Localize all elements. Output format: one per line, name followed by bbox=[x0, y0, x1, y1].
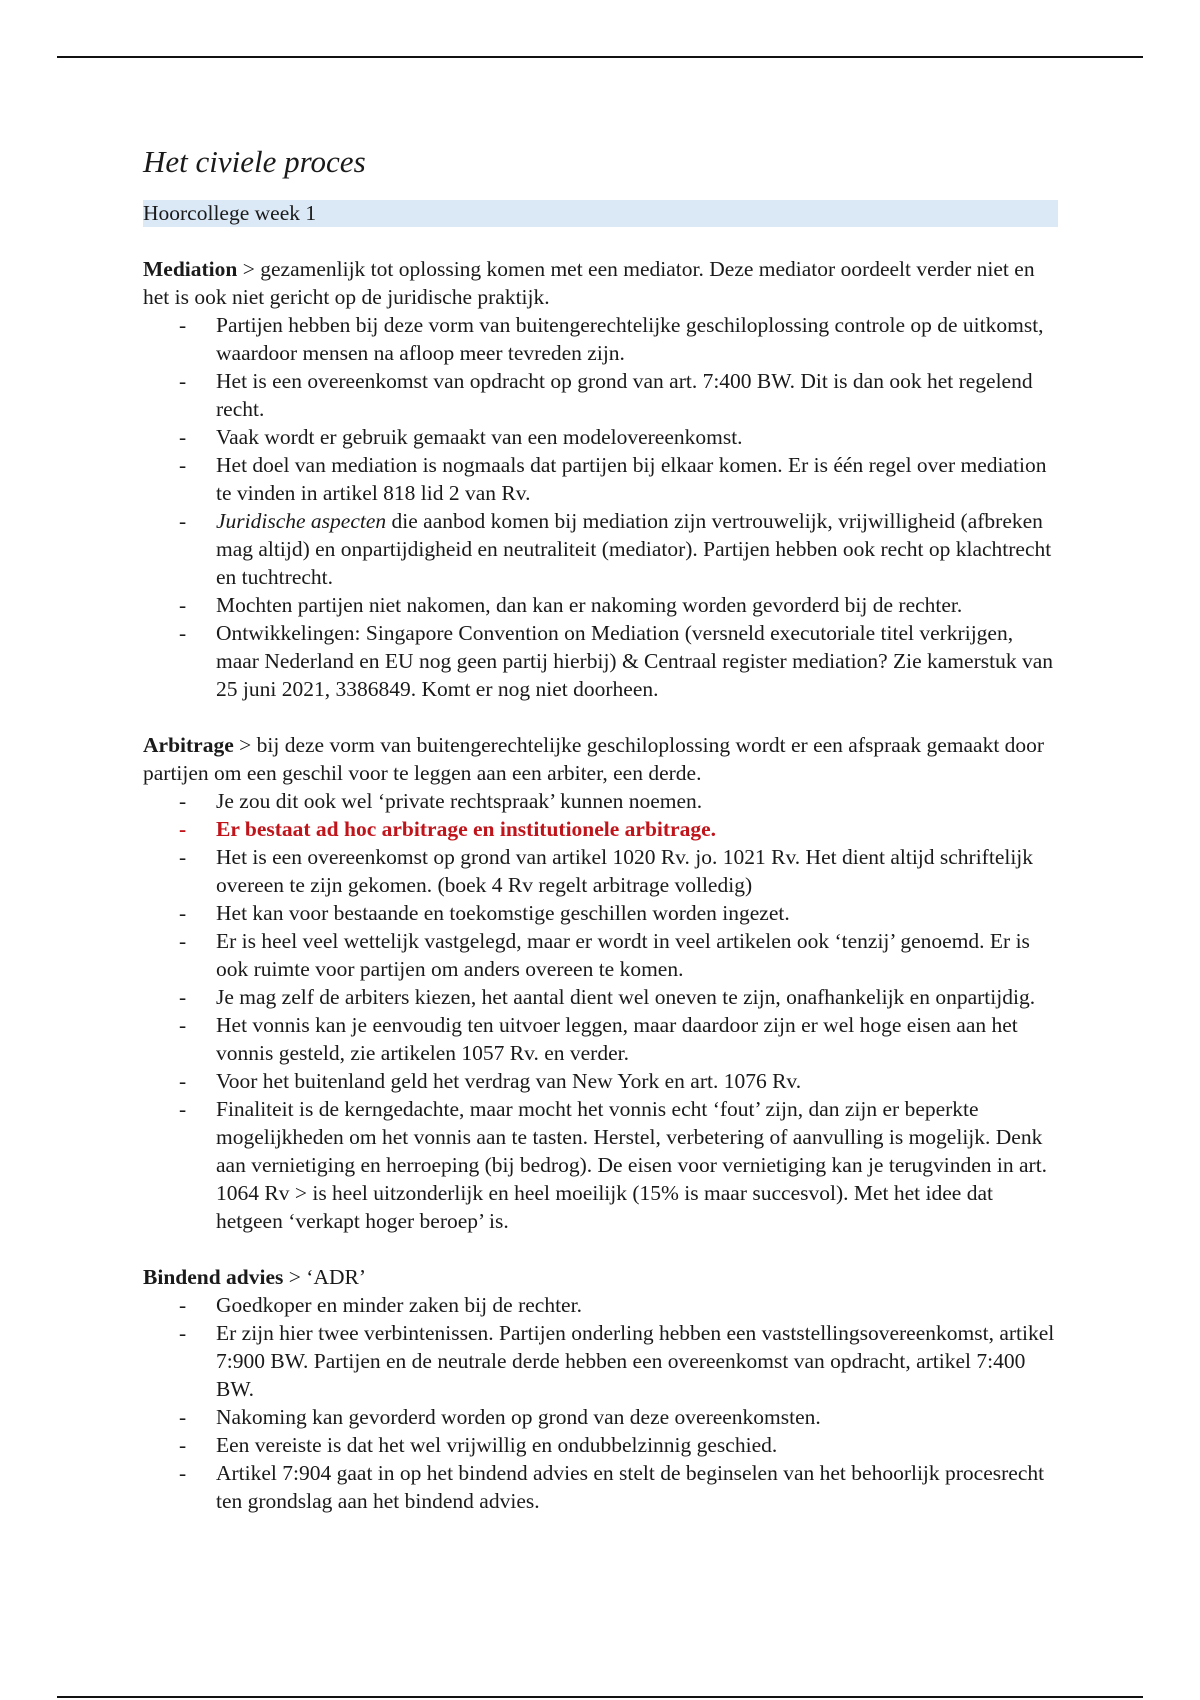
bullet-dash: - bbox=[179, 1069, 187, 1093]
bottom-rule bbox=[57, 1696, 1143, 1698]
list-item: - Goedkoper en minder zaken bij de rechter. bbox=[179, 1293, 582, 1317]
bullet-dash: - bbox=[179, 453, 187, 477]
mediation-list bbox=[143, 311, 1058, 703]
bullet-dash: - bbox=[179, 1321, 187, 1345]
list-item: - Een vereiste is dat het wel vrijwillig en ondubbelzinnig geschied. bbox=[179, 1433, 778, 1457]
list-item: - Mochten partijen niet nakomen, dan kan er nakoming worden gevorderd bij de rechter. bbox=[179, 593, 963, 617]
section-arbitrage bbox=[143, 731, 1058, 1235]
list-item: - Ontwikkelingen: Singapore Convention on Mediation (versneld executoriale titel verkrijgen, maar Nederland en EU nog geen partij hierbij) & Centraal register mediation? Zie kamerstuk van 25 juni 2021, 3386849. Komt er nog niet doorheen. bbox=[179, 621, 1053, 701]
mediation-intro-text: > gezamenlijk tot oplossing komen met een mediator. Deze mediator oordeelt verder niet en het is ook niet gericht op de juridische praktijk. bbox=[143, 257, 1035, 309]
bindend-advies-intro-text: > ‘ADR’ bbox=[283, 1265, 366, 1289]
bullet-dash: - bbox=[179, 1097, 187, 1121]
bindend-advies-intro bbox=[143, 1263, 1058, 1291]
list-item: - Er is heel veel wettelijk vastgelegd, maar er wordt in veel artikelen ook ‘tenzij’ genoemd. Er is ook ruimte voor partijen om anders overeen te komen. bbox=[179, 929, 1030, 981]
list-item: - Je zou dit ook wel ‘private rechtspraak’ kunnen noemen. bbox=[179, 789, 703, 813]
list-item: - Partijen hebben bij deze vorm van buitengerechtelijke geschiloplossing controle op de uitkomst, waardoor mensen na afloop meer tevreden zijn. bbox=[179, 313, 1044, 365]
arbitrage-intro-text: > bij deze vorm van buitengerechtelijke geschiloplossing wordt er een afspraak gemaakt door partijen om een geschil voor te leggen aan een arbiter, een derde. bbox=[143, 733, 1045, 785]
bullet-dash: - bbox=[179, 1293, 187, 1317]
juridische-aspecten-term: Juridische aspecten bbox=[216, 509, 387, 533]
list-item: - Er zijn hier twee verbintenissen. Partijen onderling hebben een vaststellingsovereenkomst, artikel 7:900 BW. Partijen en de neutrale derde hebben een overeenkomst van opdracht, artikel 7:400 BW. bbox=[179, 1321, 1055, 1401]
bindend-advies-list bbox=[143, 1291, 1058, 1515]
bullet-dash: - bbox=[179, 789, 187, 813]
section-bindend-advies bbox=[143, 1263, 1058, 1515]
arbitrage-term: Arbitrage bbox=[143, 733, 234, 757]
list-item: - Je mag zelf de arbiters kiezen, het aantal dient wel oneven te zijn, onafhankelijk en onpartijdig. bbox=[179, 985, 1036, 1009]
document-body bbox=[143, 140, 1058, 1543]
bullet-dash: - bbox=[179, 985, 187, 1009]
lecture-heading: Hoorcollege week 1 bbox=[143, 200, 1058, 227]
mediation-term: Mediation bbox=[143, 257, 238, 281]
mediation-intro bbox=[143, 255, 1058, 311]
bullet-dash: - bbox=[179, 425, 187, 449]
list-item: - Nakoming kan gevorderd worden op grond van deze overeenkomsten. bbox=[179, 1405, 821, 1429]
bullet-dash: - bbox=[179, 1405, 187, 1429]
list-item: - Finaliteit is de kerngedachte, maar mocht het vonnis echt ‘fout’ zijn, dan zijn er beperkte mogelijkheden om het vonnis aan te tasten. Herstel, verbetering of aanvulling is mogelijk. Denk aan vernietiging en herroeping (bij bedrog). De eisen voor vernietiging kan je terugvinden in art. 1064 Rv > is heel uitzonderlijk en heel moeilijk (15% is maar succesvol). Met het idee dat hetgeen ‘verkapt hoger beroep’ is. bbox=[179, 1097, 1048, 1233]
bullet-dash: - bbox=[179, 1461, 187, 1485]
bullet-dash: - bbox=[179, 901, 187, 925]
list-item: - Het vonnis kan je eenvoudig ten uitvoer leggen, maar daardoor zijn er wel hoge eisen aan het vonnis gesteld, zie artikelen 1057 Rv. en verder. bbox=[179, 1013, 1018, 1065]
page-title: Het civiele proces bbox=[143, 144, 366, 179]
list-item: - Het doel van mediation is nogmaals dat partijen bij elkaar komen. Er is één regel over mediation te vinden in artikel 818 lid 2 van Rv. bbox=[179, 453, 1047, 505]
section-mediation bbox=[143, 255, 1058, 703]
list-item: - Voor het buitenland geld het verdrag van New York en art. 1076 Rv. bbox=[179, 1069, 802, 1093]
list-item-highlighted: - Er bestaat ad hoc arbitrage en institutionele arbitrage. bbox=[179, 817, 717, 841]
bullet-dash: - bbox=[179, 845, 187, 869]
list-item: - Het kan voor bestaande en toekomstige geschillen worden ingezet. bbox=[179, 901, 790, 925]
bullet-dash: - bbox=[179, 817, 187, 841]
bullet-dash: - bbox=[179, 621, 187, 645]
bullet-dash: - bbox=[179, 593, 187, 617]
list-item: - Juridische aspecten die aanbod komen bij mediation zijn vertrouwelijk, vrijwilligheid (afbreken mag altijd) en onpartijdigheid en neutraliteit (mediator). Partijen hebben ook recht op klachtrecht en tuchtrecht. bbox=[179, 509, 1052, 589]
list-item: - Artikel 7:904 gaat in op het bindend advies en stelt de beginselen van het behoorlijk procesrecht ten grondslag aan het bindend advies. bbox=[179, 1461, 1045, 1513]
bullet-dash: - bbox=[179, 1433, 187, 1457]
arbitrage-list bbox=[143, 787, 1058, 1235]
bullet-dash: - bbox=[179, 313, 187, 337]
list-item: - Het is een overeenkomst op grond van artikel 1020 Rv. jo. 1021 Rv. Het dient altijd schriftelijk overeen te zijn gekomen. (boek 4 Rv regelt arbitrage volledig) bbox=[179, 845, 1034, 897]
bindend-advies-term: Bindend advies bbox=[143, 1265, 284, 1289]
arbitrage-intro bbox=[143, 731, 1058, 787]
bullet-dash: - bbox=[179, 929, 187, 953]
top-rule bbox=[57, 56, 1143, 58]
bullet-dash: - bbox=[179, 369, 187, 393]
bullet-dash: - bbox=[179, 1013, 187, 1037]
list-item: - Vaak wordt er gebruik gemaakt van een modelovereenkomst. bbox=[179, 425, 743, 449]
list-item: - Het is een overeenkomst van opdracht op grond van art. 7:400 BW. Dit is dan ook het regelend recht. bbox=[179, 369, 1033, 421]
bullet-dash: - bbox=[179, 509, 187, 533]
